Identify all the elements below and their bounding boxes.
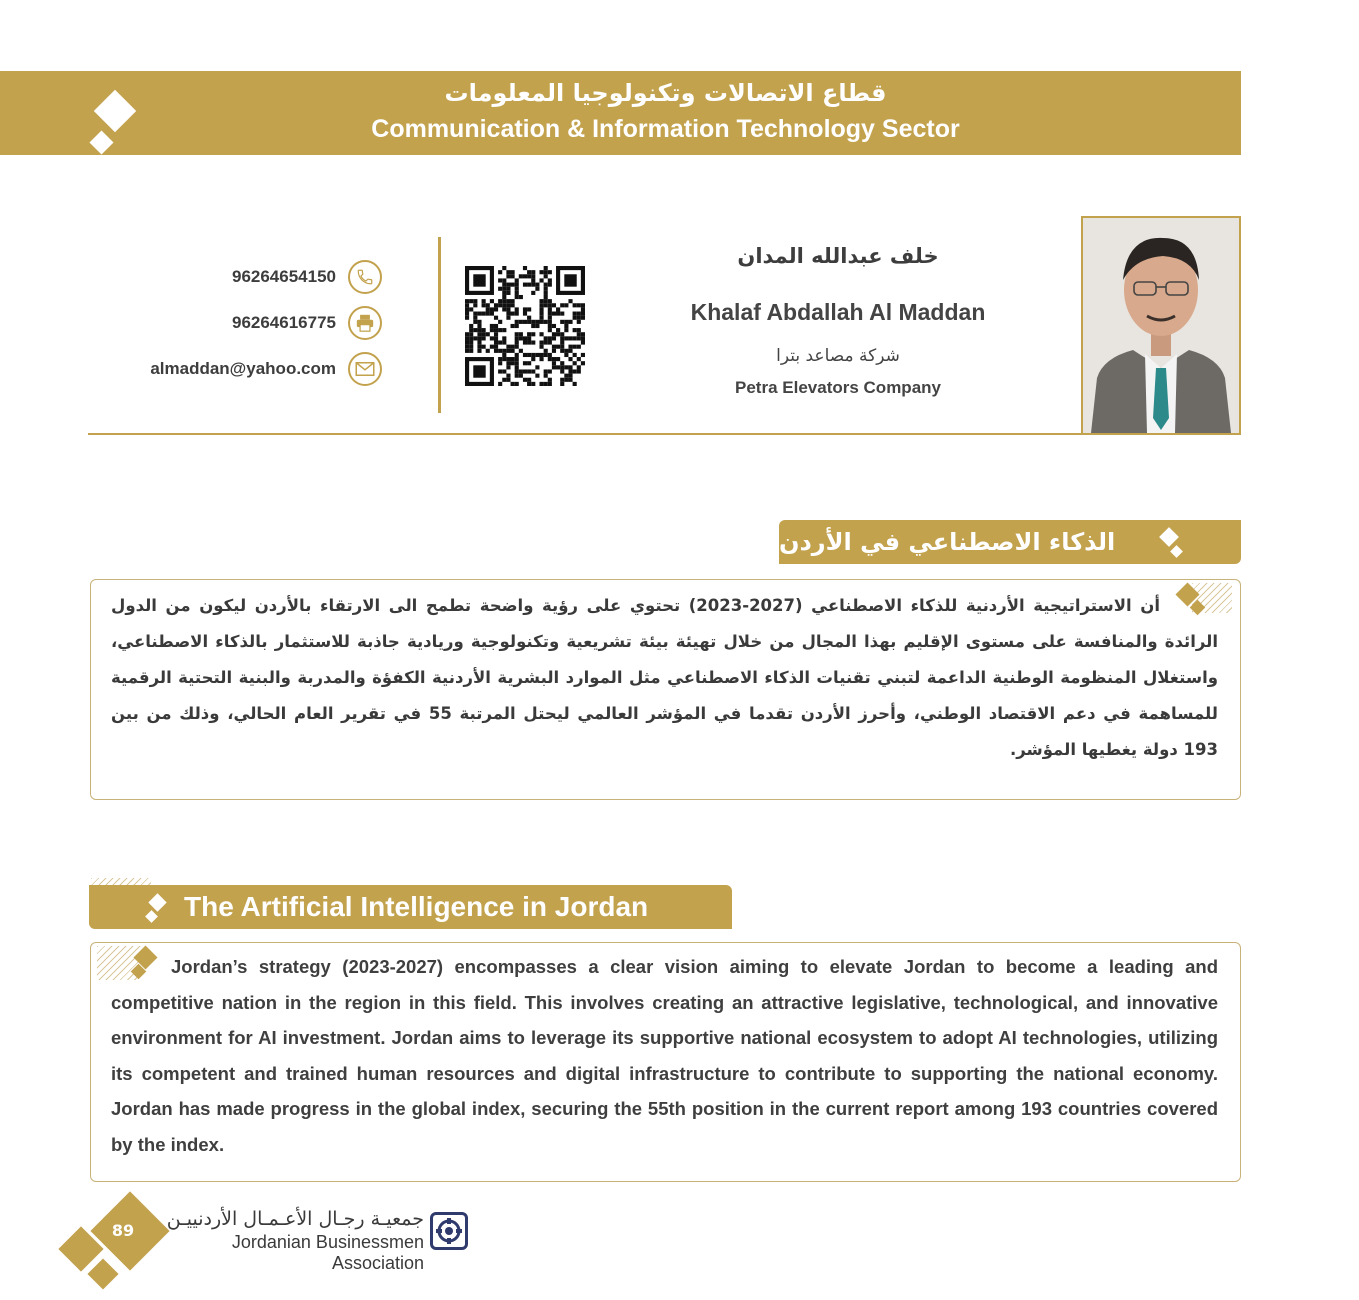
association-name-english: Jordanian Businessmen Association [231, 1232, 424, 1273]
sector-title-english: Communication & Information Technology Sector [371, 115, 960, 143]
english-text-box [90, 942, 1241, 1182]
section-title-english [89, 885, 732, 929]
english-paragraph: Jordan’s strategy (2023-2027) encompasses a clear vision aiming to elevate Jordan to become a leading and competitive nation in the region in this field. This involves creating an attractive legislative, technological, and innovative environment for AI investment. Jordan aims to leverage its supportive national ecosystem to adopt AI technologies, utilizing its competent and trained human resources and digital infrastructure to contribute to supporting the national economy. Jordan has made progress in the global index, securing the 55th position in the current report among 193 countries covered by the index. [111, 956, 1218, 1155]
section-title-english-text: The Artificial Intelligence in Jordan [184, 891, 649, 922]
arabic-paragraph: أن الاستراتيجية الأردنية للذكاء الاصطناعي (2027-2023) تحتوي على رؤية واضحة تطمح الى الارتقاء بالأردن ليكون من الدول الرائدة والمنافسة على مستوى الإقليم بهذا المجال من خلال تهيئة بيئة تشريعية وتكنولوجية وريادية جاذبة للاستثمار بالذكاء الاصطناعي، واستغلال المنظومة الوطنية الداعمة لتبني تقنيات الذكاء الاصطناعي مثل الموارد البشرية الأردنية الكفؤة والمدربة والبنية التحتية الرقمية للمساهمة في دعم الاقتصاد الوطني، وأحرز الأردن تقدما في المؤشر العالمي ليحتل المرتبة 55 في تقرير العام الحالي، وذلك من بين 193 دولة يغطيها المؤشر. [111, 596, 1218, 759]
email-row [150, 352, 382, 386]
phone-number: 96264654150 [231, 267, 336, 286]
profile-separator [88, 433, 1241, 435]
company-name-english: Petra Elevators Company [735, 378, 941, 397]
fax-number: 96264616775 [231, 313, 336, 332]
page-number: 89 [111, 1220, 135, 1240]
email-icon [348, 352, 382, 386]
fax-row [232, 306, 382, 340]
qr-code[interactable] [465, 266, 585, 386]
arabic-text-box [90, 579, 1241, 800]
section-title-arabic-text: الذكاء الاصطناعي في الأردن [779, 528, 1116, 556]
contact-divider [438, 237, 441, 413]
association-name-arabic: جمعيـة رجـال الأعـمـال الأردنييـن [166, 1208, 424, 1230]
fax-icon [348, 306, 382, 340]
phone-row [232, 260, 382, 294]
footer-diamond-bottom [87, 1258, 118, 1289]
phone-icon [348, 260, 382, 294]
profile-photo [1081, 216, 1241, 435]
association-logo [430, 1212, 468, 1250]
sector-title-arabic: قطاع الاتصالات وتكنولوجيا المعلومات [444, 79, 887, 107]
company-name-arabic: شركة مصاعد بترا [776, 346, 900, 366]
email-address[interactable]: almaddan@yahoo.com [150, 359, 336, 378]
person-name-arabic: خلف عبدالله المدان [737, 244, 939, 268]
person-name-english: Khalaf Abdallah Al Maddan [690, 299, 986, 325]
